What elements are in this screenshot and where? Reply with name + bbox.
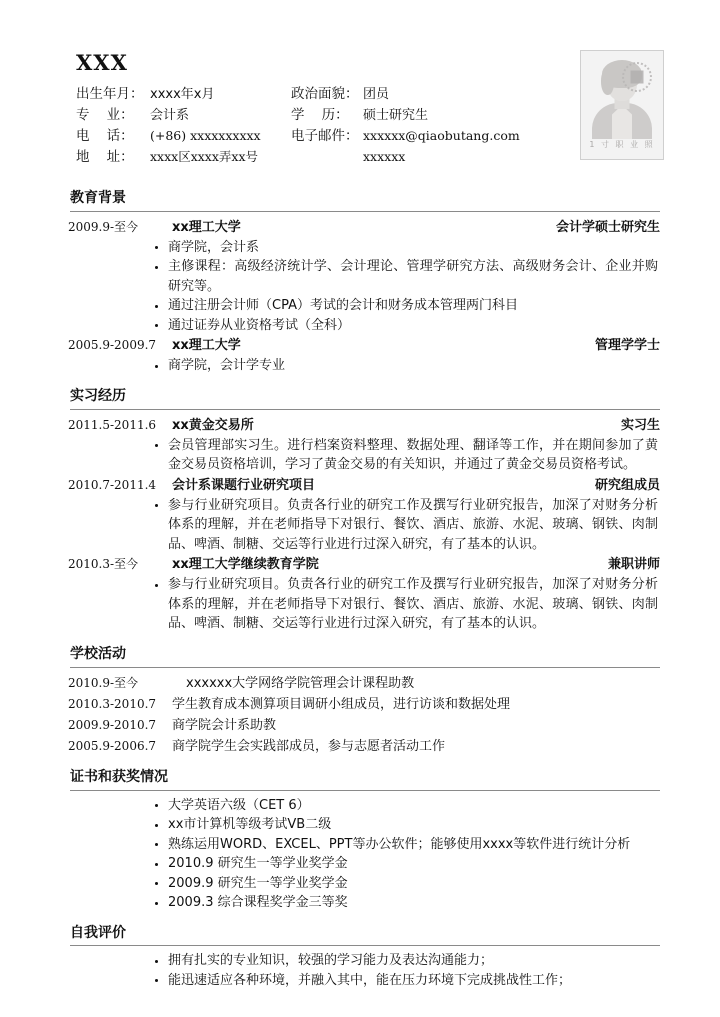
entry-bullet-list — [68, 575, 660, 634]
email-value: xxxxxx@qiaobutang.com — [363, 128, 520, 144]
email-label: 电子邮件： — [291, 128, 359, 145]
entry-header — [68, 335, 660, 356]
activity-row — [68, 694, 660, 715]
activity-text: 商学院学生会实践部成员，参与志愿者活动工作 — [172, 738, 446, 754]
section-title-self-evaluation: 自我评价 — [70, 924, 126, 941]
list-item: 参与行业研究项目。负责各行业的研究工作及撰写行业研究报告，加深了对财务分析体系的理解，并在老师指导下对银行、餐饮、酒店、旅游、水泥、玻璃、钢铁、肉制品、啤酒、制糖、交运等行业进行过深入研究，有了基本的认识。 — [152, 496, 660, 555]
entry-date: 2009.9-至今 — [68, 219, 139, 234]
political-status-value: 团员 — [363, 87, 390, 103]
address-label: 地 址： — [76, 149, 134, 166]
photo-caption: 1 寸 职 业 照 — [589, 140, 655, 149]
section-title-certificates: 证书和获奖情况 — [70, 768, 168, 785]
activity-text: 学生教育成本测算项目调研小组成员，进行访谈和数据处理 — [172, 696, 511, 712]
entry-organization: xx黄金交易所 — [172, 417, 254, 433]
activity-text: xxxxxx大学网络学院管理会计课程助教 — [186, 675, 415, 691]
list-item: 参与行业研究项目。负责各行业的研究工作及撰写行业研究报告，加深了对财务分析体系的理解，并在老师指导下对银行、餐饮、酒店、旅游、水泥、玻璃、钢铁、肉制品、啤酒、制糖、交运等行业进行过深入研究，有了基本的认识。 — [152, 575, 660, 634]
entry — [68, 335, 660, 376]
entry-role: 研究组成员 — [594, 477, 660, 493]
entry-header — [68, 475, 660, 496]
entry — [68, 415, 660, 475]
person-silhouette-icon — [581, 51, 663, 139]
address-value: xxxx区xxxx弄xx号 — [150, 149, 258, 165]
list-item: 熟练运用WORD、EXCEL、PPT等办公软件；能够使用xxxx等软件进行统计分析 — [152, 835, 660, 855]
section-title-activities: 学校活动 — [70, 645, 126, 662]
degree-label: 学 历： — [291, 107, 349, 124]
entry-organization: xx理工大学继续教育学院 — [172, 557, 319, 573]
list-item: 商学院，会计学专业 — [152, 356, 660, 376]
entry-organization: xx理工大学 — [172, 338, 241, 354]
contact-field-phone — [76, 124, 291, 144]
contact-field-email-overflow — [291, 149, 591, 164]
profile-photo-placeholder — [580, 50, 664, 160]
contact-row-major — [76, 103, 660, 124]
degree-value: 硕士研究生 — [363, 108, 429, 124]
list-item: 会员管理部实习生。进行档案资料整理、数据处理、翻译等工作，并在期间参加了黄金交易员资格培训，学习了黄金交易的有关知识，并通过了黄金交易员资格考试。 — [152, 436, 660, 475]
entry — [68, 475, 660, 555]
contact-field-degree — [291, 103, 591, 123]
phone-value: (+86) xxxxxxxxxx — [150, 128, 261, 144]
list-item: 2010.9 研究生一等学业奖学金 — [152, 854, 660, 874]
list-item: 能迅速适应各种环境，并融入其中，能在压力环境下完成挑战性工作； — [152, 971, 660, 991]
entry-organization: 会计系课题行业研究项目 — [172, 477, 316, 493]
section-education — [68, 189, 660, 376]
entry-role: 实习生 — [620, 417, 660, 433]
activity-row — [68, 673, 660, 694]
list-item: 通过注册会计师（CPA）考试的会计和财务成本管理两门科目 — [152, 296, 660, 316]
contact-field-major — [76, 103, 291, 123]
entry-date: 2011.5-2011.6 — [68, 417, 157, 432]
contact-field-address — [76, 145, 291, 165]
activity-date: 2005.9-2006.7 — [68, 738, 157, 753]
section-title-education: 教育背景 — [70, 190, 126, 206]
entry-role: 兼职讲师 — [607, 557, 660, 573]
list-item: 2009.3 综合课程奖学金三等奖 — [152, 893, 660, 913]
birthdate-label: 出生年月： — [76, 86, 144, 103]
contact-row-address — [76, 145, 660, 166]
list-item: xx市计算机等级考试VB二级 — [152, 815, 660, 835]
candidate-name: XXX — [76, 50, 128, 75]
activity-date: 2010.3-2010.7 — [68, 696, 157, 711]
section-divider — [70, 211, 660, 212]
section-activities — [68, 645, 660, 757]
entry-role: 管理学学士 — [594, 338, 660, 354]
contact-field-political-status — [291, 82, 591, 102]
section-divider — [70, 945, 660, 946]
section-divider — [70, 667, 660, 668]
list-item: 拥有扎实的专业知识，较强的学习能力及表达沟通能力； — [152, 951, 660, 971]
section-internship — [68, 387, 660, 634]
section-self-evaluation — [68, 924, 660, 991]
contact-field-birthdate — [76, 82, 291, 102]
certificates-bullet-list — [68, 796, 660, 913]
contact-row-phone — [76, 124, 660, 145]
section-certificates — [68, 768, 660, 913]
resume-header — [68, 50, 660, 178]
activity-date: 2009.9-2010.7 — [68, 717, 157, 732]
activity-text: 商学院会计系助教 — [172, 717, 277, 733]
entry-organization: xx理工大学 — [172, 219, 241, 235]
entry-date: 2005.9-2009.7 — [68, 338, 157, 353]
entry-date: 2010.7-2011.4 — [68, 477, 157, 492]
entry-bullet-list — [68, 496, 660, 555]
entry-role: 会计学硕士研究生 — [555, 219, 660, 235]
list-item: 主修课程：高级经济统计学、会计理论、管理学研究方法、高级财务会计、企业并购研究等。 — [152, 257, 660, 296]
activity-row — [68, 715, 660, 736]
section-title-internship: 实习经历 — [70, 387, 126, 404]
list-item: 大学英语六级（CET 6） — [152, 796, 660, 816]
contact-row-birth — [76, 82, 660, 103]
entry-header — [68, 554, 660, 575]
contact-info-grid — [76, 82, 660, 166]
entry-bullet-list — [68, 436, 660, 475]
entry-header — [68, 415, 660, 436]
list-item: 通过证券从业资格考试（全科） — [152, 316, 660, 336]
major-label: 专 业： — [76, 107, 134, 124]
watermark-stamp-icon — [622, 62, 652, 92]
silhouette-hair-side — [601, 69, 614, 95]
watermark-stamp-center — [631, 71, 644, 84]
contact-field-email — [291, 124, 591, 144]
entry-bullet-list — [68, 356, 660, 376]
entry-header — [68, 217, 660, 238]
entry — [68, 554, 660, 634]
activity-row — [68, 736, 660, 757]
major-value: 会计系 — [150, 108, 190, 124]
birthdate-value: xxxx年x月 — [150, 87, 215, 103]
email-overflow-value: xxxxxx — [363, 149, 406, 165]
list-item: 2009.9 研究生一等学业奖学金 — [152, 874, 660, 894]
entry — [68, 217, 660, 336]
political-status-label: 政治面貌： — [291, 86, 359, 103]
phone-label: 电 话： — [76, 128, 134, 145]
entry-date: 2010.3-至今 — [68, 557, 139, 572]
list-item: 商学院，会计系 — [152, 238, 660, 258]
section-divider — [70, 790, 660, 791]
self-evaluation-bullet-list — [68, 951, 660, 990]
entry-bullet-list — [68, 238, 660, 336]
section-divider — [70, 409, 660, 410]
activity-date: 2010.9-至今 — [68, 675, 139, 690]
